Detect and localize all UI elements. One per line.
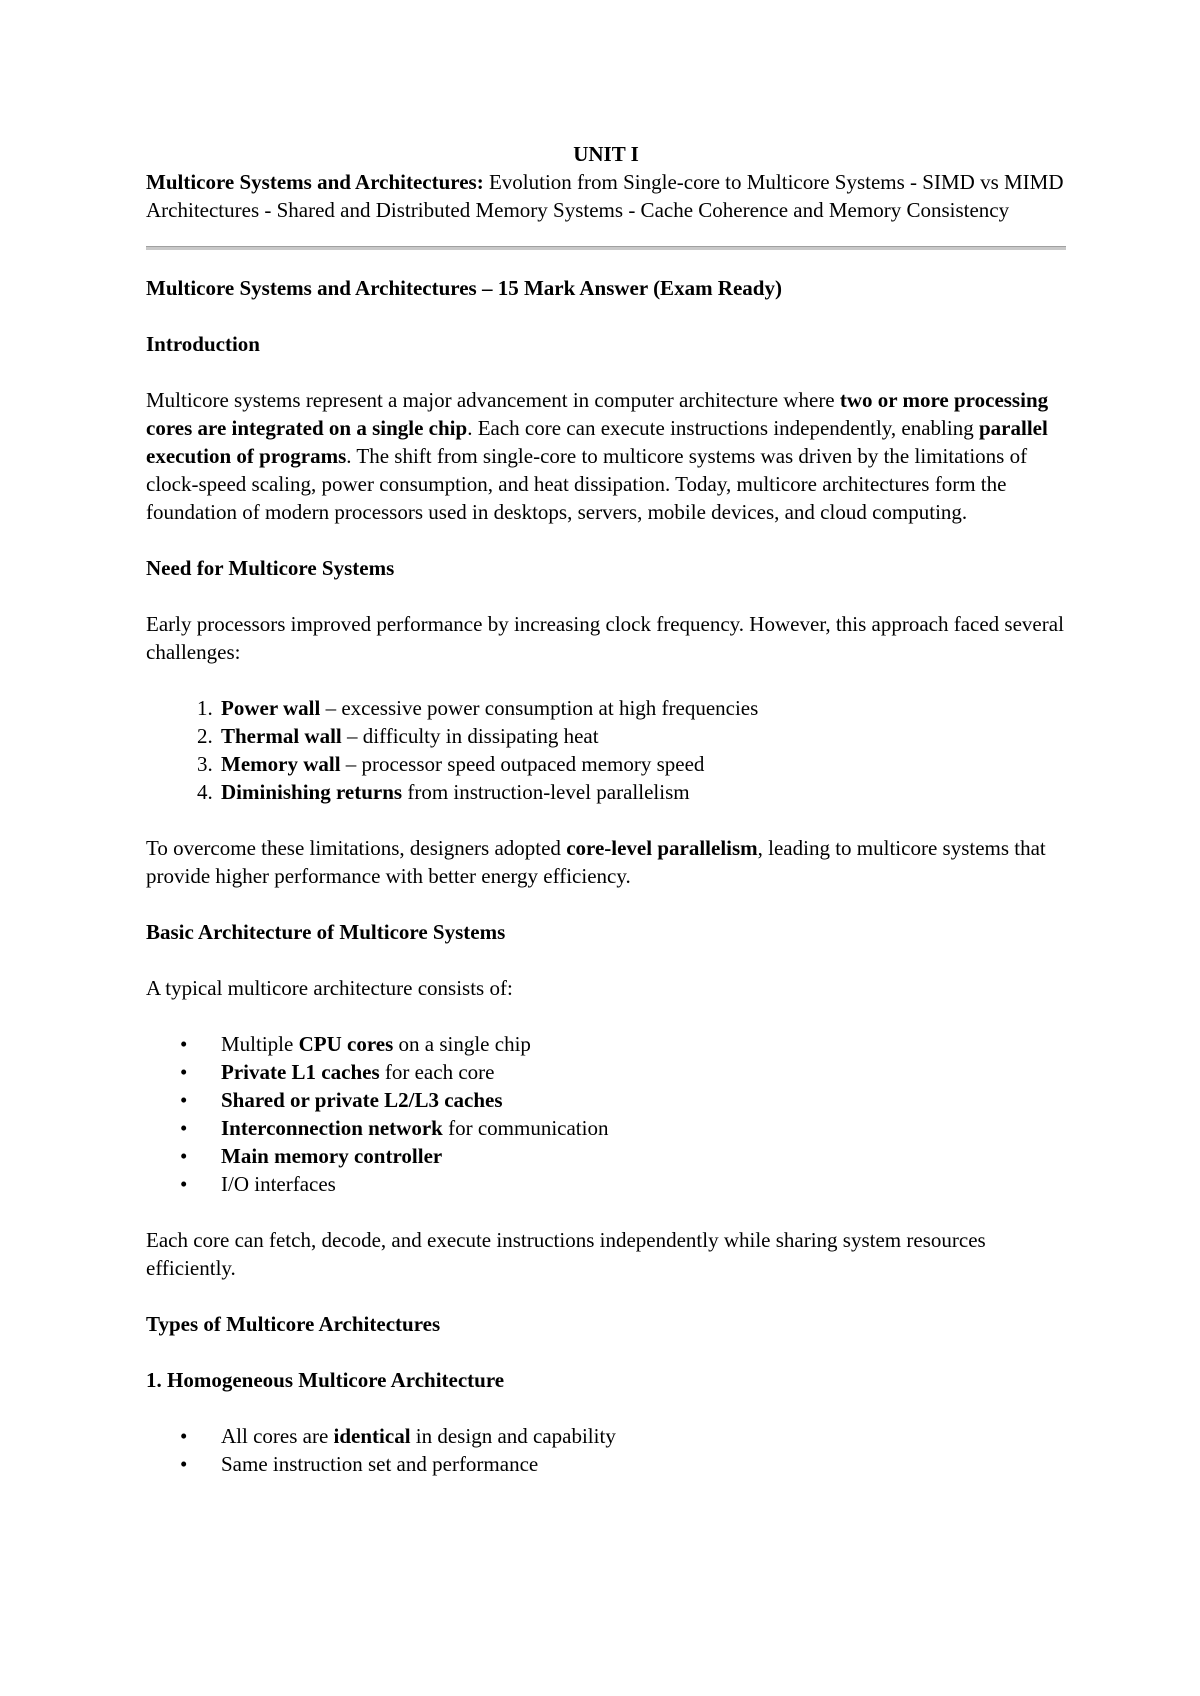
homogeneous-list xyxy=(146,1422,1066,1478)
basic-arch-closing: Each core can fetch, decode, and execute instructions independently while sharing system resources efficiently. xyxy=(146,1228,986,1280)
intro-bold-1: two or more processing cores are integrated on a single chip xyxy=(146,388,1049,440)
challenges-list xyxy=(146,694,1066,806)
document-page xyxy=(146,140,1066,1478)
list-item: • I/O interfaces xyxy=(218,1170,1066,1198)
intro-text-1: Multicore systems represent a major advancement in computer architecture where xyxy=(146,388,840,412)
basic-arch-heading: Basic Architecture of Multicore Systems xyxy=(146,920,506,944)
components-list xyxy=(146,1030,1066,1198)
types-heading: Types of Multicore Architectures xyxy=(146,1312,441,1336)
list-item: • All cores are identical in design and capability xyxy=(218,1422,1066,1450)
need-closing: To overcome these limitations, designers adopted core-level parallelism, leading to multicore systems that provide higher performance with better energy efficiency. xyxy=(146,836,1046,888)
homogeneous-heading: 1. Homogeneous Multicore Architecture xyxy=(146,1368,505,1392)
basic-arch-intro: A typical multicore architecture consists of: xyxy=(146,976,513,1000)
list-item: 1. Power wall – excessive power consumption at high frequencies xyxy=(218,694,1066,722)
syllabus-contents: Evolution from Single-core to Multicore Systems - SIMD vs MIMD Architectures - Shared and Distributed Memory Systems - Cache Coherence and Memory Consistency xyxy=(146,170,1064,222)
unit-title: UNIT I xyxy=(573,142,639,166)
syllabus-topic: Multicore Systems and Architectures: xyxy=(146,170,484,194)
answer-title: Multicore Systems and Architectures – 15 Mark Answer (Exam Ready) xyxy=(146,276,782,300)
intro-text-3: . The shift from single-core to multicore systems was driven by the limitations of clock-speed scaling, power consumption, and heat dissipation. Today, multicore architectures form the foundation of modern processors used in desktops, servers, mobile devices, and cloud computing. xyxy=(146,444,1028,524)
syllabus-line xyxy=(146,168,1066,224)
introduction-heading: Introduction xyxy=(146,332,260,356)
list-item: 4. Diminishing returns from instruction-level parallelism xyxy=(218,778,1066,806)
unit-header xyxy=(146,140,1066,224)
list-item: • Private L1 caches for each core xyxy=(218,1058,1066,1086)
list-item: • Multiple CPU cores on a single chip xyxy=(218,1030,1066,1058)
list-item: • Same instruction set and performance xyxy=(218,1450,1066,1478)
horizontal-rule xyxy=(146,246,1066,250)
intro-bold-2: parallel execution of programs xyxy=(146,416,1048,468)
list-item: 2. Thermal wall – difficulty in dissipating heat xyxy=(218,722,1066,750)
list-item: • Shared or private L2/L3 caches xyxy=(218,1086,1066,1114)
list-item: • Main memory controller xyxy=(218,1142,1066,1170)
list-item: 3. Memory wall – processor speed outpaced memory speed xyxy=(218,750,1066,778)
need-intro: Early processors improved performance by increasing clock frequency. However, this approach faced several challenges: xyxy=(146,612,1064,664)
list-item: • Interconnection network for communication xyxy=(218,1114,1066,1142)
introduction-paragraph xyxy=(146,386,1066,526)
intro-text-2: . Each core can execute instructions independently, enabling xyxy=(467,416,979,440)
need-heading: Need for Multicore Systems xyxy=(146,556,395,580)
